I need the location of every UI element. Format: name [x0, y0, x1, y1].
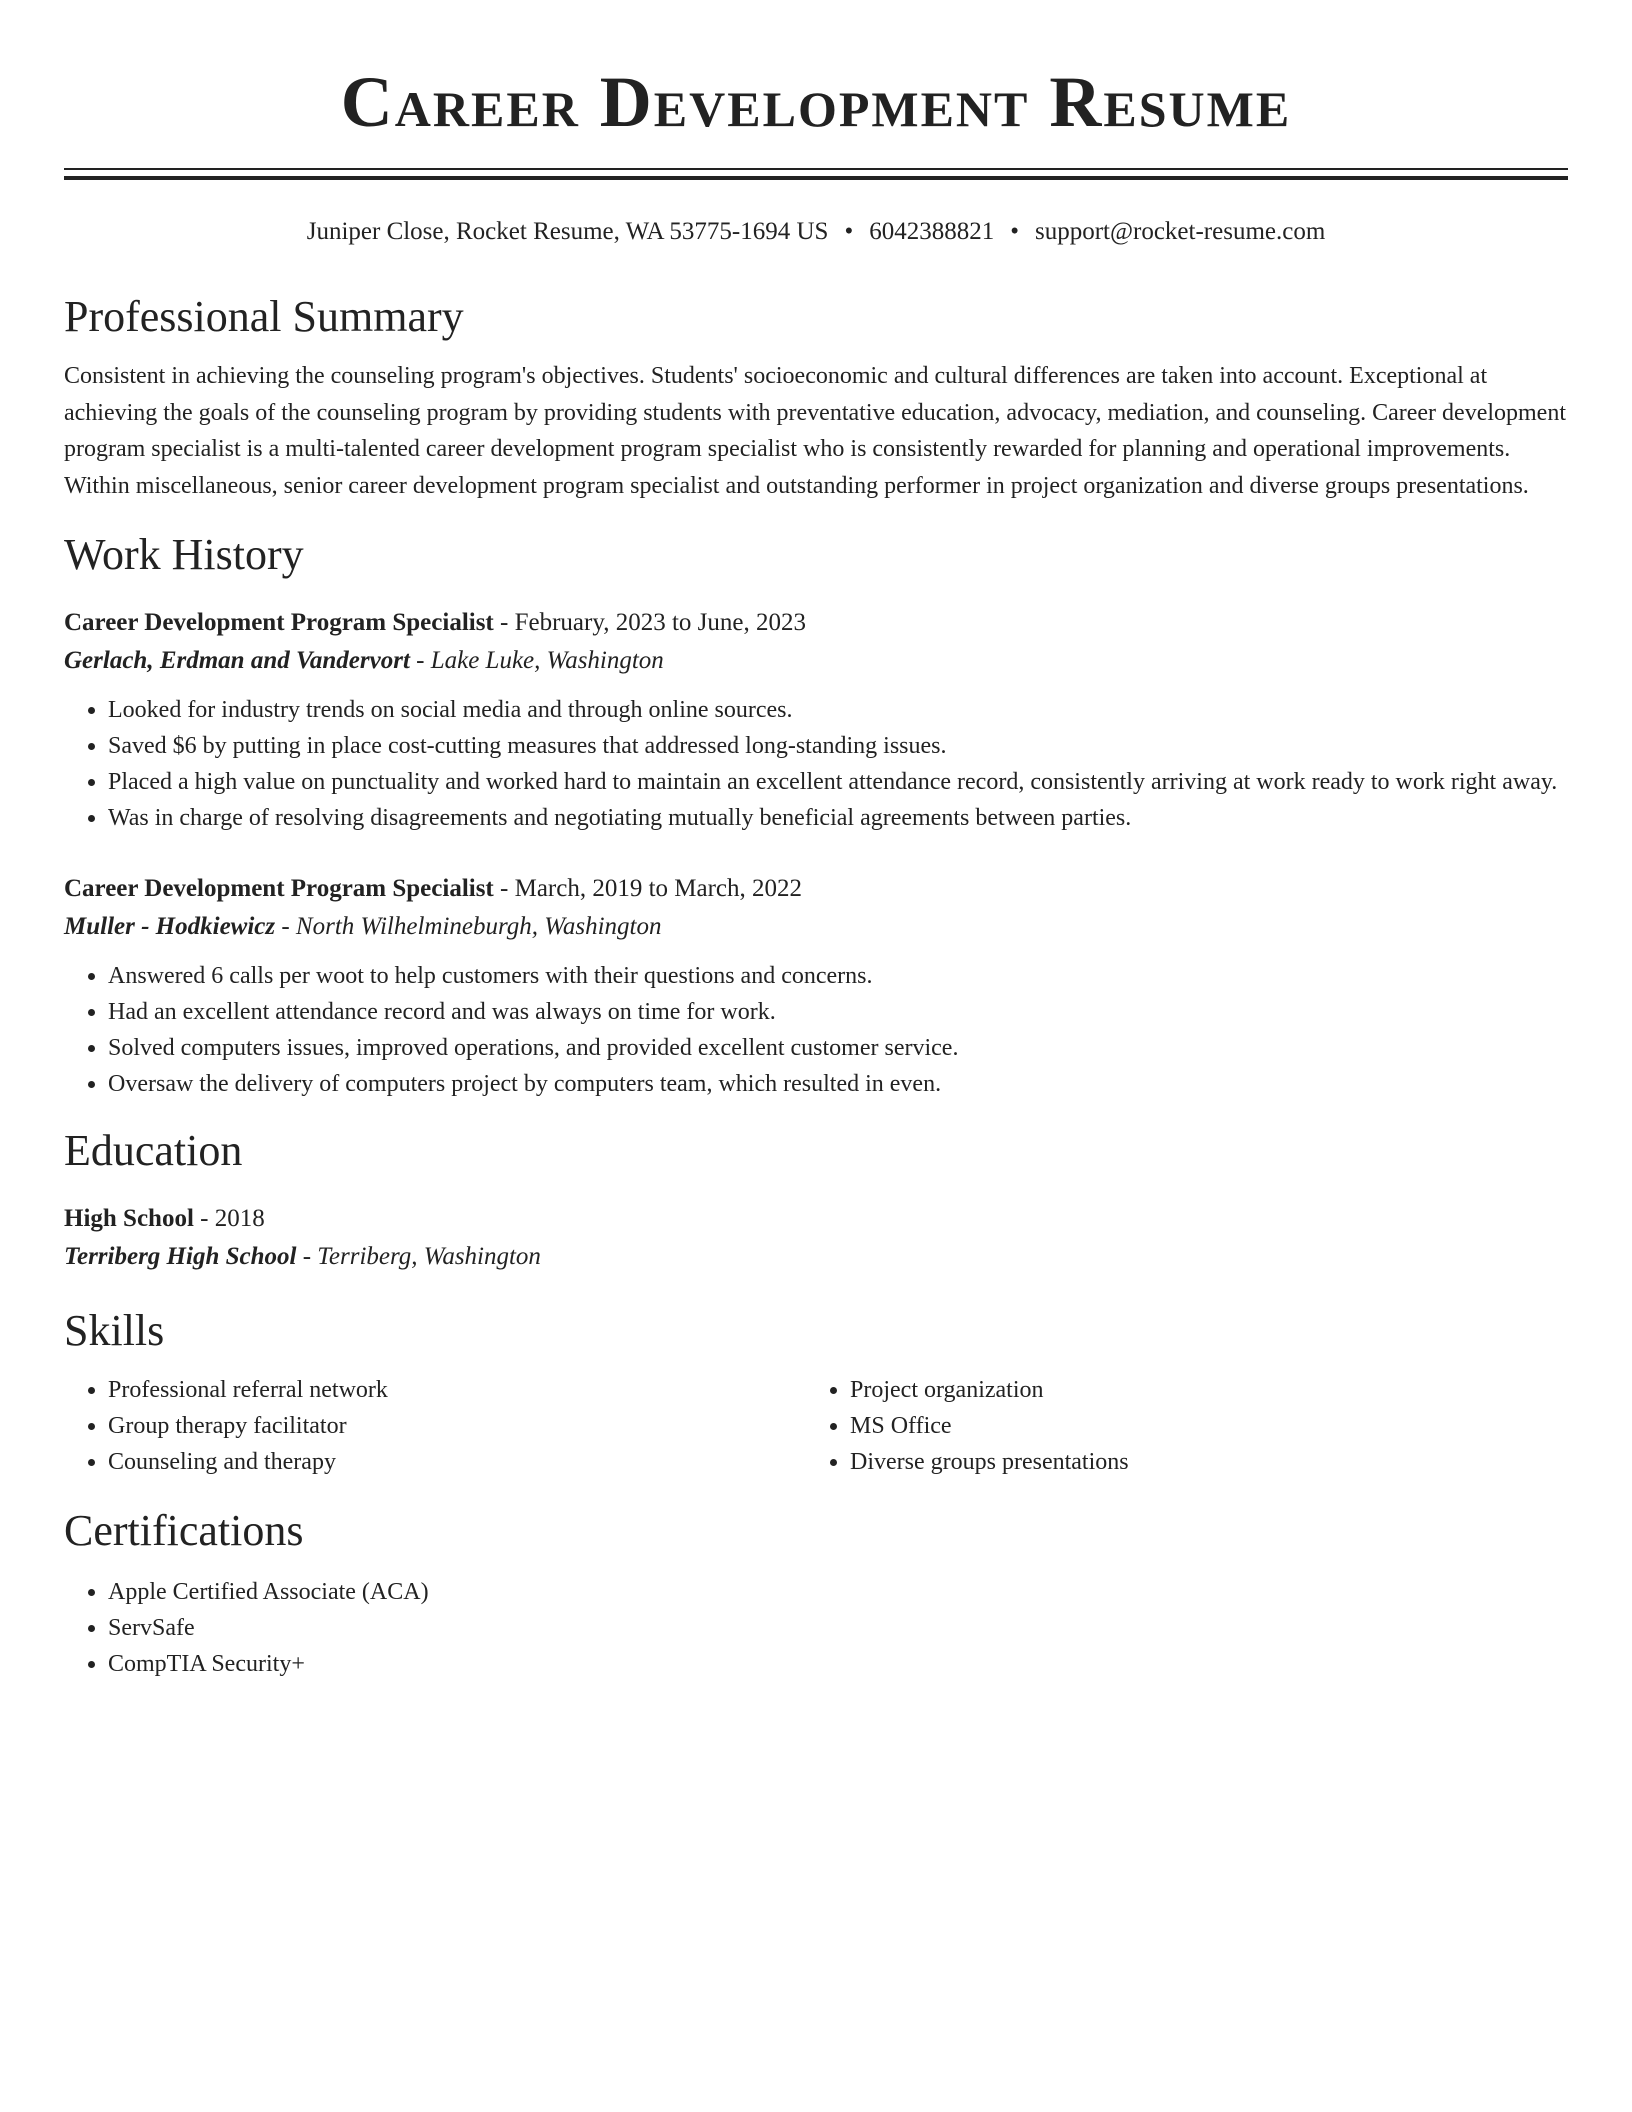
job-title: Career Development Program Specialist [64, 609, 494, 636]
skills-grid [64, 1372, 1568, 1480]
summary-heading: Professional Summary [64, 292, 464, 341]
job-bullets [64, 692, 1568, 836]
education-entry [64, 1200, 1568, 1276]
job-bullet: • Oversaw the delivery of computers project by computers team, which resulted in even. [108, 1066, 1568, 1102]
job-bullet: • Placed a high value on punctuality and worked hard to maintain an excellent attendance record, consistently arriving at work ready to work right away. [108, 764, 1568, 800]
job-location: - North Wilhelmineburgh, Washington [275, 913, 662, 940]
job-company: Muller - Hodkiewicz [64, 913, 276, 940]
job-bullet: • Saved $6 by putting in place cost-cutting measures that addressed long-standing issues. [108, 728, 1568, 764]
job-title-line [64, 604, 1568, 642]
skill-item: • Diverse groups presentations [850, 1444, 1548, 1480]
skill-item: • Professional referral network [108, 1372, 806, 1408]
job-bullet: • Answered 6 calls per woot to help customers with their questions and concerns. [108, 958, 1568, 994]
job-company-line [64, 908, 1568, 946]
certification-item: • ServSafe [108, 1610, 1568, 1646]
job-entry [64, 604, 1568, 836]
contact-separator: • [1010, 218, 1019, 245]
education-location: - Terriberg, Washington [296, 1243, 541, 1270]
certifications-list [64, 1574, 1568, 1682]
job-bullet: • Had an excellent attendance record and was always on time for work. [108, 994, 1568, 1030]
job-company-line [64, 642, 1568, 680]
contact-email: support@rocket-resume.com [1034, 218, 1326, 245]
skills-column-left [64, 1372, 806, 1480]
job-entry [64, 870, 1568, 1102]
certification-item: • Apple Certified Associate (ACA) [108, 1574, 1568, 1610]
education-school: Terriberg High School [64, 1243, 297, 1270]
skills-list [64, 1372, 806, 1480]
job-bullets [64, 958, 1568, 1102]
job-title-line [64, 870, 1568, 908]
title-divider [64, 168, 1568, 180]
job-bullet: • Solved computers issues, improved operations, and provided excellent customer service. [108, 1030, 1568, 1066]
education-degree: High School [64, 1205, 194, 1232]
education-heading: Education [64, 1126, 243, 1175]
contact-separator: • [844, 218, 854, 245]
job-company: Gerlach, Erdman and Vandervort [64, 647, 410, 674]
contact-line [64, 214, 1568, 250]
education-school-line [64, 1238, 1568, 1276]
skill-item: • Group therapy facilitator [108, 1408, 806, 1444]
skills-list [806, 1372, 1548, 1480]
job-dates: - February, 2023 to June, 2023 [493, 609, 806, 636]
divider-thin [64, 168, 1568, 170]
job-title: Career Development Program Specialist [64, 875, 494, 902]
certifications-heading: Certifications [64, 1506, 304, 1555]
work-history-heading: Work History [64, 530, 304, 579]
skills-column-right [806, 1372, 1548, 1480]
education-year: - 2018 [193, 1205, 265, 1232]
job-bullet: • Was in charge of resolving disagreements and negotiating mutually beneficial agreements between parties. [108, 800, 1568, 836]
divider-thick [64, 176, 1568, 180]
contact-phone: 6042388821 [869, 218, 995, 245]
resume-title: Career Development Resume [340, 62, 1292, 142]
job-dates: - March, 2019 to March, 2022 [493, 875, 803, 902]
job-bullet: • Looked for industry trends on social media and through online sources. [108, 692, 1568, 728]
skill-item: • Counseling and therapy [108, 1444, 806, 1480]
job-location: - Lake Luke, Washington [409, 647, 664, 674]
contact-address: Juniper Close, Rocket Resume, WA 53775-1694 US [306, 218, 829, 245]
skills-heading: Skills [64, 1306, 165, 1355]
summary-text: Consistent in achieving the counseling program's objectives. Students' socioeconomic and cultural differences are taken into account. Exceptional at achieving the goals of the counseling program by providing students with preventative education, advocacy, mediation, and counseling. Career development program specialist is a multi-talented career development program specialist who is consistently rewarded for planning and operational improvements. Within miscellaneous, senior career development program specialist and outstanding performer in project organization and diverse groups presentations. [64, 363, 1567, 499]
skill-item: • MS Office [850, 1408, 1548, 1444]
education-degree-line [64, 1200, 1568, 1238]
certification-item: • CompTIA Security+ [108, 1646, 1568, 1682]
skill-item: • Project organization [850, 1372, 1548, 1408]
